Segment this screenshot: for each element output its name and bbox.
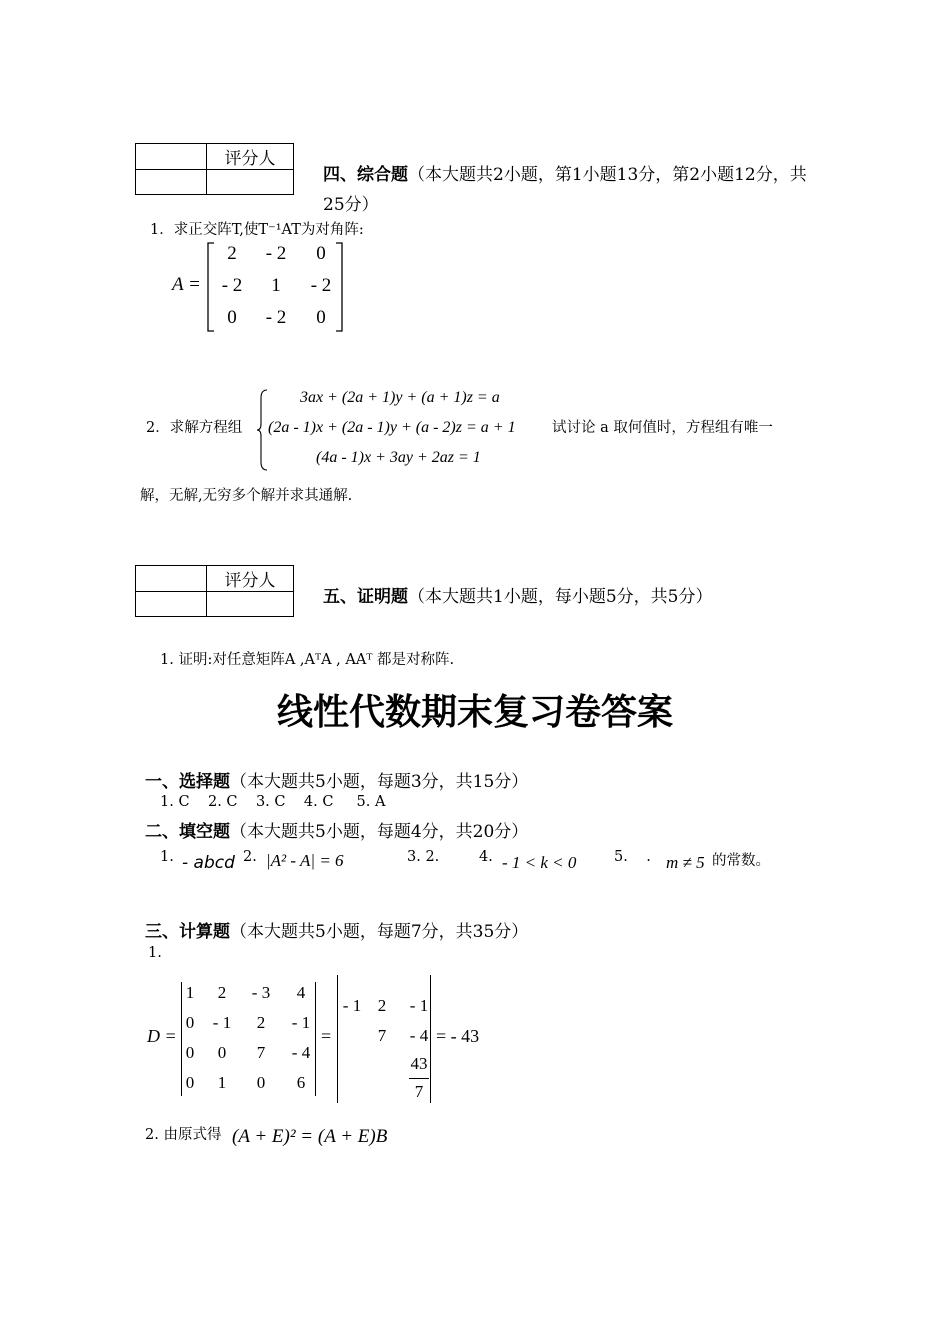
equation-1: 3ax + (2a + 1)y + (a + 1)z = a	[300, 389, 500, 406]
fill-4-answer: - 1 < k < 0	[502, 853, 577, 872]
section4-q1-text: 1．求正交阵T,使T⁻¹AT为对角阵:	[150, 222, 364, 238]
fill-5-suffix: 的常数。	[712, 853, 770, 869]
det-cell: 0	[185, 1013, 195, 1032]
det2-cell: - 4	[409, 1026, 429, 1045]
section5-desc: （本大题共1小题，每小题5分，共5分）	[408, 587, 713, 607]
det-cell: 0	[217, 1043, 227, 1062]
answer-title: 线性代数期末复习卷答案	[276, 692, 673, 733]
part3-label: 三、计算题	[145, 922, 230, 942]
calc-1-number: 1.	[148, 945, 162, 961]
score-label: 评分人	[207, 144, 294, 170]
det2-cell: 2	[377, 996, 387, 1015]
determinant-2	[337, 996, 430, 1106]
section4-q2-suffix: 试讨论 a 取何值时，方程组有唯一	[552, 420, 773, 436]
score-cell	[136, 144, 207, 170]
matrix-cell: - 2	[265, 243, 287, 264]
section4-q2-line2: 解，无解,无穷多个解并求其通解.	[140, 488, 353, 504]
det-result: = - 43	[436, 1026, 480, 1046]
det-cell: 6	[296, 1073, 306, 1092]
answers-part2-heading	[145, 817, 528, 842]
section5-label: 五、证明题	[323, 587, 408, 607]
answers-part1-heading	[145, 767, 528, 792]
det-cell: 1	[217, 1073, 227, 1092]
calc-2-prefix: 2. 由原式得	[145, 1127, 222, 1143]
fill-3-answer: 3. 2.	[407, 849, 440, 865]
det-cell: 4	[296, 983, 306, 1002]
section5-q1-text: 1. 证明:对任意矩阵A ,AᵀA , AAᵀ 都是对称阵.	[160, 652, 455, 668]
fill-2-number: 2.	[243, 849, 257, 865]
equation-3: (4a - 1)x + 3ay + 2az = 1	[316, 449, 481, 466]
equation-2: (2a - 1)x + (2a - 1)y + (a - 2)z = a + 1	[268, 419, 516, 436]
part1-answers: 1. C 2. C 3. C 4. C 5. A	[160, 794, 386, 810]
det-cell: 2	[217, 983, 227, 1002]
fill-1-number: 1.	[160, 849, 174, 865]
score-cell	[136, 566, 207, 592]
det-cell: 0	[256, 1073, 266, 1092]
answers-part3-heading	[145, 917, 528, 942]
det2-cell: - 1	[409, 996, 429, 1015]
det-cell: - 1	[212, 1013, 232, 1032]
det-cell: - 3	[251, 983, 271, 1002]
det-label: D =	[147, 1026, 177, 1046]
det-cell: 2	[256, 1013, 266, 1032]
score-cell	[136, 170, 207, 195]
fill-5-answer: m ≠ 5	[666, 853, 705, 872]
part1-label: 一、选择题	[145, 772, 230, 792]
matrix-cell: 0	[316, 307, 326, 328]
fill-5-number: 5. .	[614, 849, 651, 865]
section5-heading	[323, 582, 712, 607]
part2-desc: （本大题共5小题，每题4分，共20分）	[230, 822, 529, 842]
determinant-d	[181, 983, 315, 1095]
score-label: 评分人	[207, 566, 294, 592]
part2-label: 二、填空题	[145, 822, 230, 842]
fill-2-answer: |A² - A| = 6	[266, 851, 344, 870]
matrix-cell: - 2	[221, 275, 243, 296]
matrix-cell: 1	[271, 275, 281, 296]
section4-desc-line2: 25分）	[323, 195, 379, 215]
section4-heading	[323, 160, 807, 185]
matrix-label: A =	[172, 274, 201, 295]
score-cell	[207, 592, 294, 617]
det-cell: 1	[185, 983, 195, 1002]
det2-cell: - 1	[342, 996, 362, 1015]
score-cell	[207, 170, 294, 195]
section4-desc: （本大题共2小题，第1小题13分，第2小题12分，共	[408, 165, 807, 185]
score-cell	[136, 592, 207, 617]
part3-desc: （本大题共5小题，每题7分，共35分）	[230, 922, 529, 942]
det2-frac-num: 43	[410, 1054, 428, 1073]
section4-q2-prefix: 2．求解方程组	[146, 420, 243, 436]
det-cell: - 4	[291, 1043, 311, 1062]
det-cell: 0	[185, 1073, 195, 1092]
part1-desc: （本大题共5小题，每题3分，共15分）	[230, 772, 529, 792]
calc-2-equation: (A + E)² = (A + E)B	[232, 1126, 388, 1147]
matrix-cell: - 2	[265, 307, 287, 328]
det2-cell: 7	[377, 1026, 387, 1045]
matrix-cell: 0	[316, 243, 326, 264]
matrix-cell: 0	[227, 307, 237, 328]
det2-frac-den: 7	[414, 1082, 424, 1101]
det-cell: - 1	[291, 1013, 311, 1032]
det2-frac-bar	[409, 1078, 429, 1079]
matrix-cell: - 2	[310, 275, 332, 296]
det-cell: 0	[185, 1043, 195, 1062]
matrix-cell: 2	[227, 243, 237, 264]
section4-label: 四、综合题	[323, 165, 408, 185]
score-table-5	[135, 565, 294, 617]
det-cell: 7	[256, 1043, 266, 1062]
fill-1-answer: - abcd	[182, 853, 235, 873]
det-equals: =	[321, 1026, 332, 1046]
score-table-4	[135, 143, 294, 195]
matrix-a	[206, 243, 346, 337]
fill-4-number: 4.	[479, 849, 493, 865]
